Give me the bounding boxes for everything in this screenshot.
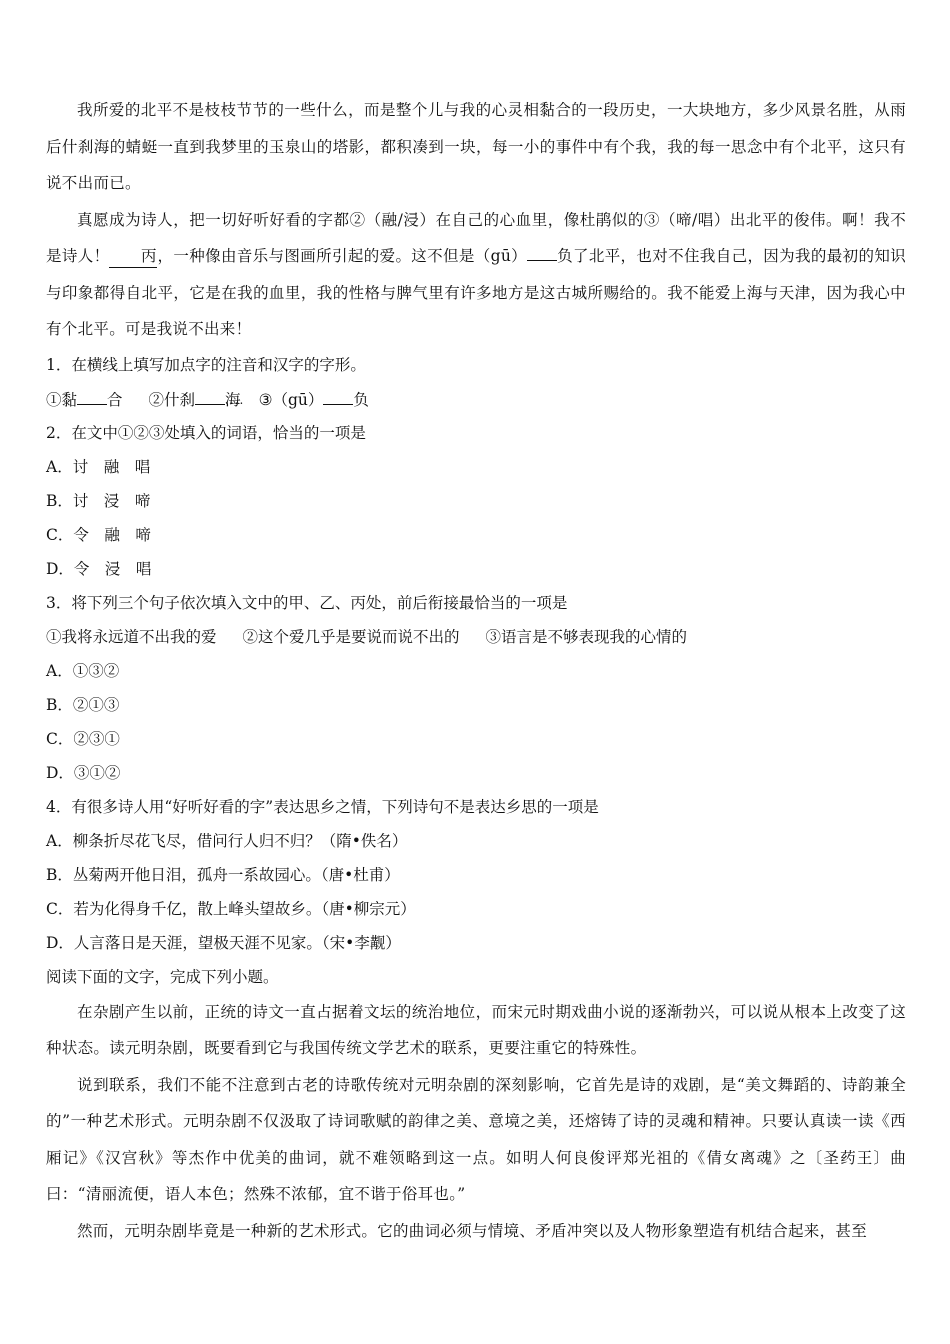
- q3-sentence-2: ②这个爱几乎是要说而说不出的: [242, 627, 460, 646]
- q2-option-b[interactable]: B．讨 浸 啼: [46, 491, 151, 510]
- q4-option-d[interactable]: D．人言落日是天涯，望极天涯不见家。（宋•李觏）: [46, 933, 401, 952]
- q3-option-d[interactable]: D．③①②: [46, 763, 121, 782]
- q1-stem: 1．在横线上填写加点字的注音和汉字的字形。: [46, 355, 366, 374]
- blank-gu[interactable]: [527, 238, 557, 261]
- q2-stem: 2．在文中①②③处填入的词语，恰当的一项是: [46, 423, 366, 442]
- q3-sentence-3: ③语言是不够表现我的心情的: [485, 627, 688, 646]
- q1-a1-label: ①黏: [46, 390, 78, 409]
- passage1-p2-text-b: ，一种像由音乐与图画所引起的爱。这不但是（gū）: [157, 247, 528, 265]
- q1-answers: [46, 382, 906, 416]
- q1-a1-blank[interactable]: [77, 382, 107, 405]
- q1-a3-end: 负: [353, 390, 369, 409]
- q3-option-c[interactable]: C．②③①: [46, 729, 120, 748]
- passage2-paragraph-2: 说到联系，我们不能不注意到古老的诗歌传统对元明杂剧的深刻影响，它首先是诗的戏剧，是“美文舞蹈的、诗韵兼全的”一种艺术形式。元明杂剧不仅汲取了诗词歌赋的韵律之美、意境之美，还熔铸了诗的灵魂和精神。只要认真读一读《西厢记》《汉宫秋》等杰作中优美的曲词，就不难领略到这一点。如明人何良俊评郑光祖的《倩女离魂》之〔圣药王〕曲曰：“清丽流便，语人本色；然殊不浓郁，宜不谐于俗耳也。”: [46, 1075, 906, 1203]
- q1-a3-blank[interactable]: [323, 382, 353, 405]
- q1-a1-end: 合: [107, 390, 123, 409]
- document-page: [46, 92, 906, 1249]
- q3-option-a[interactable]: A．①③②: [46, 661, 120, 680]
- passage1-paragraph-1: 我所爱的北平不是枝枝节节的一些什么，而是整个儿与我的心灵相黏合的一段历史，一大块地方，多少风景名胜，从雨后什刹海的蜻蜓一直到我梦里的玉泉山的塔影，都积凑到一块，每一小的事件中有个我，我的每一思念中有个北平，这只有说不出而已。: [46, 101, 906, 192]
- q3-sentences: [46, 620, 906, 654]
- passage1-p2-text-c: 负了北平，也对不住我自己，因为我的最初的知识与印象都得自北平，它是在我的血里，我的性格与脾气里有许多地方是这古城所赐给的。我不能爱上海与天津，因为我心中有个北平。可是我说不出来！: [46, 247, 907, 338]
- passage1-p2-text-a: 真愿成为诗人，把一切好听好看的字都②（融/浸）在自己的心血里，像杜鹃似的③（啼/唱）出北平的俊伟。啊！我不是诗人！: [46, 210, 906, 265]
- q4-option-a[interactable]: A．柳条折尽花飞尽，借问行人归不归？（隋•佚名）: [46, 831, 408, 850]
- q1-a2-blank[interactable]: [195, 382, 225, 405]
- q2-option-d[interactable]: D．令 浸 唱: [46, 559, 152, 578]
- blank-bing[interactable]: 丙: [109, 245, 157, 268]
- q4-stem: 4．有很多诗人用“好听好看的字”表达思乡之情，下列诗句不是表达乡思的一项是: [46, 797, 599, 816]
- passage1-paragraph-2: [46, 202, 906, 348]
- q2-option-a[interactable]: A．讨 融 唱: [46, 457, 151, 476]
- reading-instruction: 阅读下面的文字，完成下列小题。: [46, 967, 279, 986]
- passage2-paragraph-3: 然而，元明杂剧毕竟是一种新的艺术形式。它的曲词必须与情境、矛盾冲突以及人物形象塑造有机结合起来，甚至: [77, 1221, 868, 1240]
- q3-option-b[interactable]: B．②①③: [46, 695, 120, 714]
- q3-stem: 3．将下列三个句子依次填入文中的甲、乙、丙处，前后衔接最恰当的一项是: [46, 593, 568, 612]
- q1-a2-end: 海 ....: [225, 391, 241, 409]
- q2-option-c[interactable]: C．令 融 啼: [46, 525, 151, 544]
- q3-sentence-1: ①我将永远道不出我的爱: [46, 627, 217, 646]
- q1-a3-label: ③（gū）: [258, 390, 324, 409]
- q4-option-c[interactable]: C．若为化得身千亿，散上峰头望故乡。（唐•柳宗元）: [46, 899, 416, 918]
- passage2-paragraph-1: 在杂剧产生以前，正统的诗文一直占据着文坛的统治地位，而宋元时期戏曲小说的逐渐勃兴，可以说从根本上改变了这种状态。读元明杂剧，既要看到它与我国传统文学艺术的联系，更要注重它的特殊性。: [46, 1002, 906, 1057]
- q1-a2-label: ②什刹: [148, 390, 196, 409]
- q4-option-b[interactable]: B．丛菊两开他日泪，孤舟一系故园心。（唐•杜甫）: [46, 865, 400, 884]
